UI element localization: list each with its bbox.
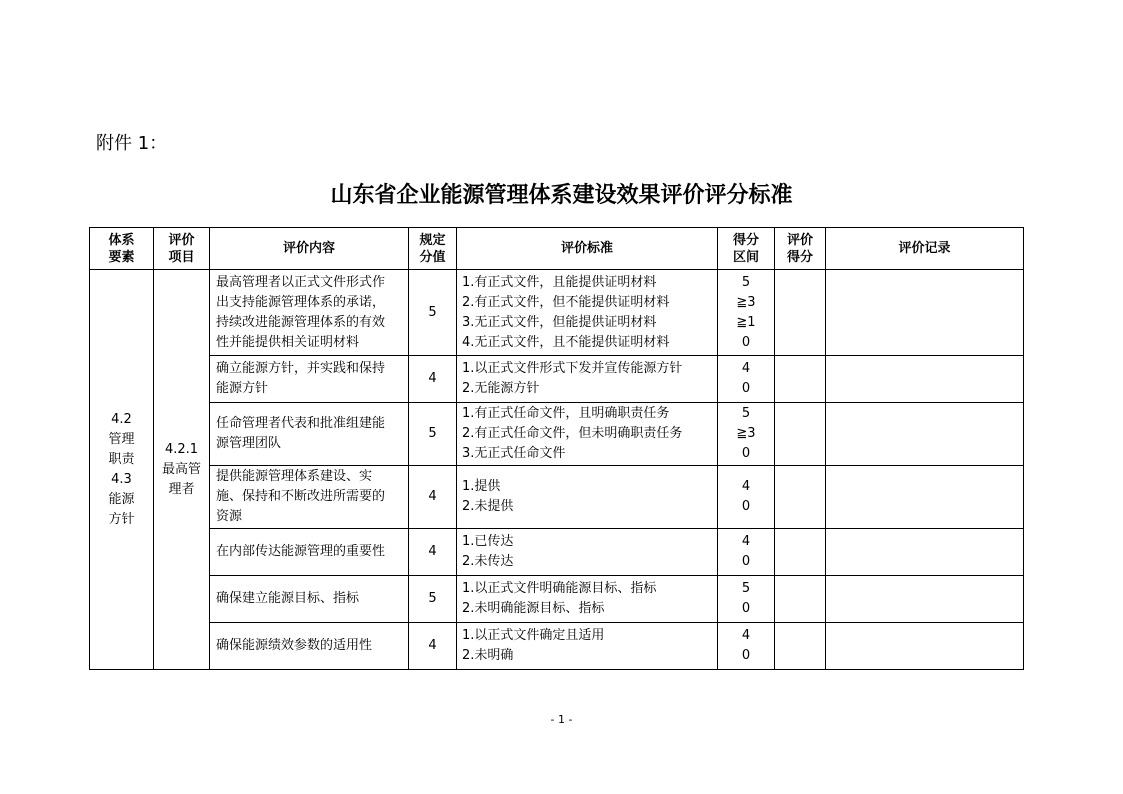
range-cell: 5 ≧3 ≧1 0 — [718, 270, 775, 356]
criteria-cell: 1.以正式文件明确能源目标、指标 2.未明确能源目标、指标 — [457, 576, 718, 623]
record-input-cell[interactable] — [826, 403, 1024, 466]
header-score: 评价 得分 — [775, 228, 826, 270]
header-criteria: 评价标准 — [457, 228, 718, 270]
range-cell: 5 0 — [718, 576, 775, 623]
table-row — [90, 270, 1024, 356]
range-cell: 5 ≧3 0 — [718, 403, 775, 466]
page-number: - 1 - — [550, 713, 573, 726]
criteria-cell: 1.提供 2.未提供 — [457, 466, 718, 529]
content-cell: 任命管理者代表和批准组建能 源管理团队 — [210, 403, 409, 466]
table-row — [90, 576, 1024, 623]
points-cell: 5 — [409, 270, 457, 356]
header-item: 评价 项目 — [154, 228, 210, 270]
score-input-cell[interactable] — [775, 623, 826, 670]
range-cell: 4 0 — [718, 466, 775, 529]
range-cell: 4 0 — [718, 623, 775, 670]
table-row — [90, 466, 1024, 529]
header-record: 评价记录 — [826, 228, 1024, 270]
record-input-cell[interactable] — [826, 529, 1024, 576]
criteria-cell: 1.有正式任命文件，且明确职责任务 2.有正式任命文件，但未明确职责任务 3.无正式任命文件 — [457, 403, 718, 466]
record-input-cell[interactable] — [826, 466, 1024, 529]
document-title: 山东省企业能源管理体系建设效果评价评分标准 — [330, 183, 793, 208]
points-cell: 5 — [409, 576, 457, 623]
record-input-cell[interactable] — [826, 356, 1024, 403]
criteria-cell: 1.以正式文件形式下发并宣传能源方针 2.无能源方针 — [457, 356, 718, 403]
item-cell: 4.2.1 最高管 理者 — [154, 270, 210, 670]
points-cell: 4 — [409, 623, 457, 670]
table-row — [90, 403, 1024, 466]
header-range: 得分 区间 — [718, 228, 775, 270]
table-row — [90, 623, 1024, 670]
range-cell: 4 0 — [718, 356, 775, 403]
content-cell: 确保建立能源目标、指标 — [210, 576, 409, 623]
record-input-cell[interactable] — [826, 270, 1024, 356]
points-cell: 4 — [409, 529, 457, 576]
content-cell: 确保能源绩效参数的适用性 — [210, 623, 409, 670]
score-input-cell[interactable] — [775, 356, 826, 403]
content-cell: 提供能源管理体系建设、实 施、保持和不断改进所需要的 资源 — [210, 466, 409, 529]
table-row — [90, 356, 1024, 403]
header-content: 评价内容 — [210, 228, 409, 270]
attachment-label: 附件 1： — [96, 133, 168, 154]
score-input-cell[interactable] — [775, 403, 826, 466]
header-points: 规定 分值 — [409, 228, 457, 270]
score-input-cell[interactable] — [775, 529, 826, 576]
content-cell: 确立能源方针，并实践和保持 能源方针 — [210, 356, 409, 403]
record-input-cell[interactable] — [826, 576, 1024, 623]
range-cell: 4 0 — [718, 529, 775, 576]
score-input-cell[interactable] — [775, 270, 826, 356]
scoring-table — [89, 227, 1024, 670]
element-cell: 4.2 管理 职责 4.3 能源 方针 — [90, 270, 154, 670]
header-row — [90, 228, 1024, 270]
criteria-cell: 1.已传达 2.未传达 — [457, 529, 718, 576]
score-input-cell[interactable] — [775, 466, 826, 529]
table-row — [90, 529, 1024, 576]
criteria-cell: 1.有正式文件，且能提供证明材料 2.有正式文件，但不能提供证明材料 3.无正式文件，但能提供证明材料 4.无正式文件，且不能提供证明材料 — [457, 270, 718, 356]
points-cell: 4 — [409, 466, 457, 529]
record-input-cell[interactable] — [826, 623, 1024, 670]
content-cell: 最高管理者以正式文件形式作 出支持能源管理体系的承诺， 持续改进能源管理体系的有效 性并能提供相关证明材料 — [210, 270, 409, 356]
content-cell: 在内部传达能源管理的重要性 — [210, 529, 409, 576]
points-cell: 5 — [409, 403, 457, 466]
criteria-cell: 1.以正式文件确定且适用 2.未明确 — [457, 623, 718, 670]
score-input-cell[interactable] — [775, 576, 826, 623]
points-cell: 4 — [409, 356, 457, 403]
header-element: 体系 要素 — [90, 228, 154, 270]
